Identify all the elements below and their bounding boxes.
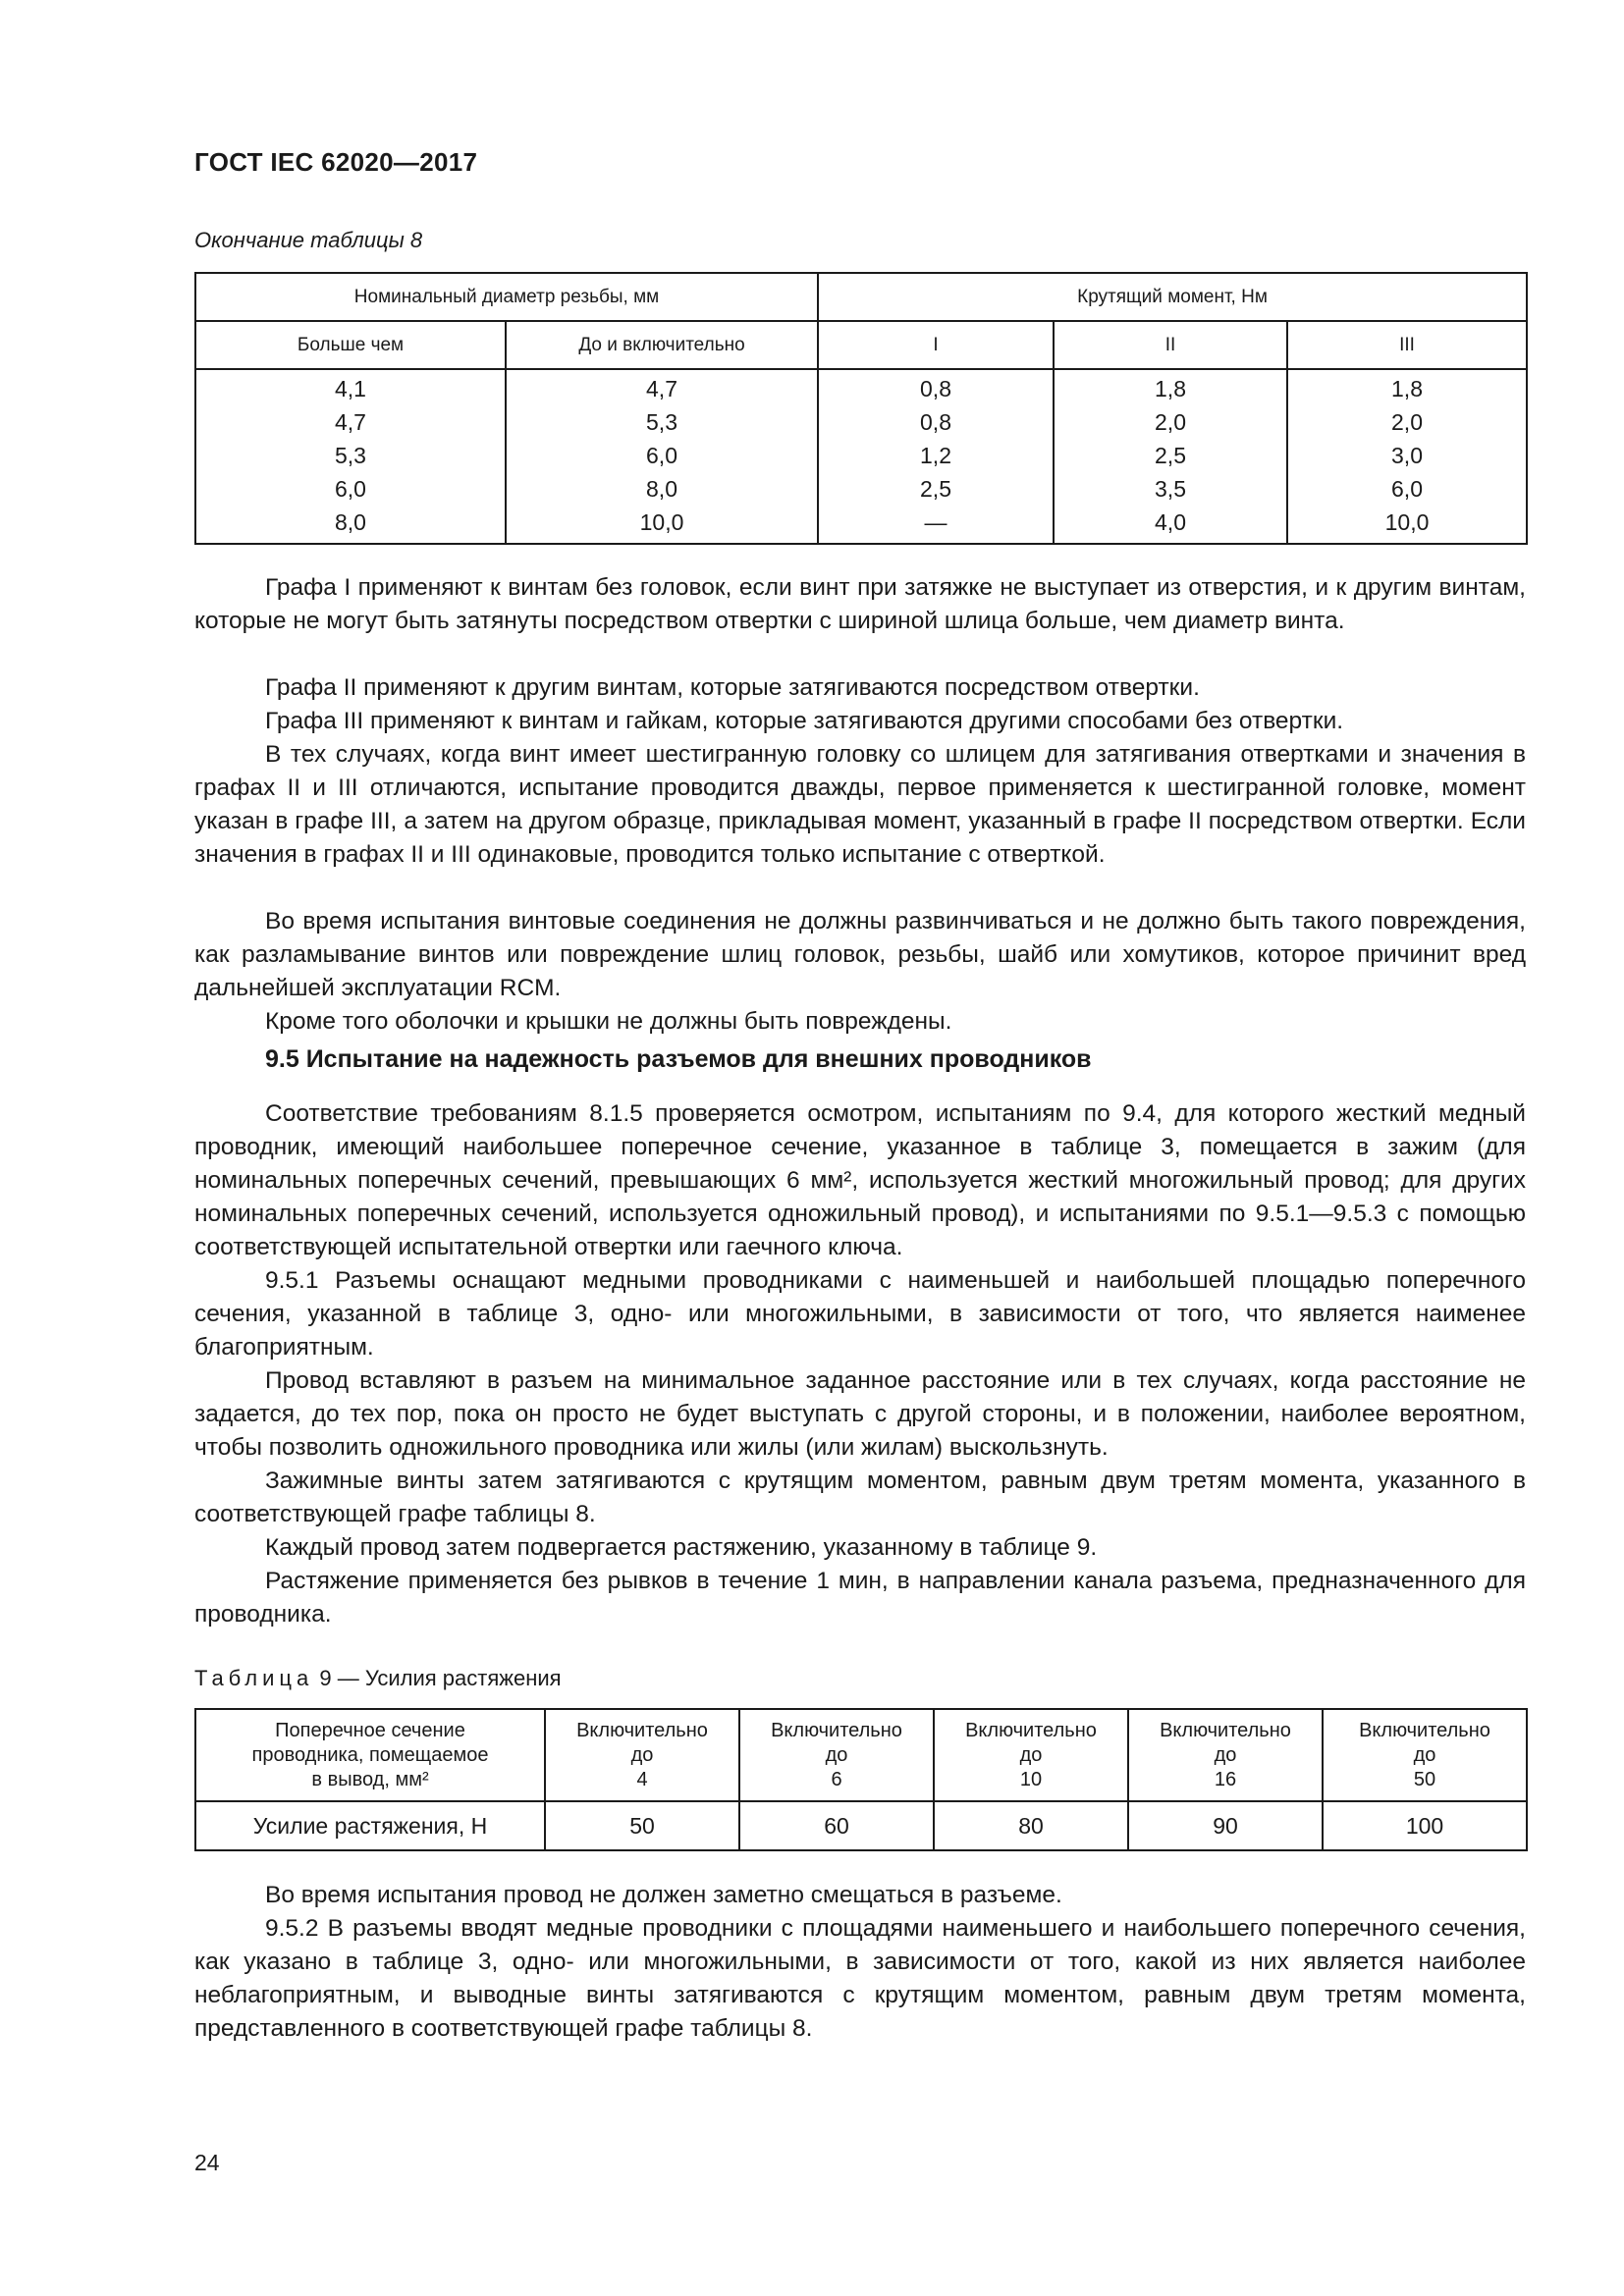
table-cell: 0,8 xyxy=(920,376,951,401)
paragraph-enclosures: Кроме того оболочки и крышки не должны быть повреждены. xyxy=(265,1008,952,1035)
table-cell: 5,3 xyxy=(335,443,366,468)
table-cell: 4,0 xyxy=(1155,509,1186,535)
table8-caption: Окончание таблицы 8 xyxy=(194,228,423,252)
table-cell: 0,8 xyxy=(920,409,951,435)
header-line: до xyxy=(1413,1743,1436,1766)
paragraph-each-wire: Каждый провод затем подвергается растяжению, указанному в таблице 9. xyxy=(265,1534,1098,1561)
table9-header-label xyxy=(195,1709,545,1801)
header-line: в вывод, мм² xyxy=(311,1768,429,1790)
paragraph-compliance: Соответствие требованиям 8.1.5 проверяется осмотром, испытаниям по 9.4, для которого жесткий медный проводник, имеющий наибольшее поперечное сечение, указанное в таблице 3, помещается в зажим (для номинальных поперечных сечений, превышающих 6 мм², используется жесткий многожильный провод; для других номинальных поперечных сечений, используется одножильный провод), и испытаниями по 9.5.1—9.5.3 с помощью соответствующей испытательной отвертки или гаечного ключа. xyxy=(194,1100,1526,1260)
table8-col-i: I xyxy=(818,321,1054,369)
table-cell: 10,0 xyxy=(639,509,684,535)
table9-row-label: Усилие растяжения, Н xyxy=(195,1801,545,1850)
section-9-5-heading: 9.5 Испытание на надежность разъемов для внешних проводников xyxy=(265,1045,1092,1073)
table-cell: 80 xyxy=(934,1801,1128,1850)
paragraph-column-ii: Графа II применяют к другим винтам, которые затягиваются посредством отвертки. xyxy=(265,674,1200,701)
table-cell: 2,5 xyxy=(1155,443,1186,468)
paragraph-column-i: Графа I применяют к винтам без головок, если винт при затяжке не выступает из отверстия, и к другим винтам, которые не могут быть затянуты посредством отвертки с шириной шлица больше, чем диаметр винта. xyxy=(194,574,1526,634)
table-cell: 5,3 xyxy=(646,409,677,435)
header-line: Поперечное сечение xyxy=(275,1719,465,1741)
table8-col-ii: II xyxy=(1054,321,1287,369)
header-line: проводника, помещаемое xyxy=(251,1743,489,1766)
table9-header-section xyxy=(934,1709,1128,1801)
table-cell: 10,0 xyxy=(1384,509,1430,535)
paragraph-no-loosening: Во время испытания винтовые соединения не должны развинчиваться и не должно быть такого повреждения, как разламывание винтов или повреждение шлиц головок, резьбы, шайб или хомутиков, которое причинит вред дальнейшей эксплуатации RCM. xyxy=(194,908,1526,1001)
table8-header-torque: Крутящий момент, Нм xyxy=(818,273,1527,321)
table-cell: 1,2 xyxy=(920,443,951,468)
table-8 xyxy=(194,272,1528,545)
table9-caption-title: 9 — Усилия растяжения xyxy=(313,1666,562,1690)
header-line: Включительно xyxy=(576,1719,708,1741)
header-line: до xyxy=(1019,1743,1043,1766)
table-cell: 6,0 xyxy=(1391,476,1423,502)
table-cell: 50 xyxy=(545,1801,739,1850)
table-cell: 90 xyxy=(1128,1801,1323,1850)
header-value: 16 xyxy=(1214,1768,1237,1790)
paragraph-no-displacement: Во время испытания провод не должен заметно смещаться в разъеме. xyxy=(265,1882,1062,1908)
table-cell: 3,0 xyxy=(1391,443,1423,468)
paragraph-9-5-2: 9.5.2 В разъемы вводят медные проводники с площадями наименьшего и наибольшего поперечного сечения, как указано в таблице 3, одно- или многожильными, в зависимости от того, какой из них является наиболее неблагоприятным, и выводные винты затягиваются с крутящим моментом, равным двум третям момента, представленного в соответствующей графе таблицы 8. xyxy=(194,1915,1526,2042)
table-cell: 6,0 xyxy=(335,476,366,502)
table9-header-section xyxy=(1323,1709,1527,1801)
table-cell: 8,0 xyxy=(335,509,366,535)
table9-caption xyxy=(194,1666,562,1691)
table-cell: 2,0 xyxy=(1391,409,1423,435)
paragraph-hex-head: В тех случаях, когда винт имеет шестигранную головку со шлицем для затягивания отвертками и значения в графах II и III отличаются, испытание проводится дважды, первое применяется к шестигранной головке, момент указан в графе III, а затем на другом образце, прикладывая момент, указанный в графе II посредством отвертки. Если значения в графах II и III одинаковые, проводится только испытание с отверткой. xyxy=(194,741,1526,868)
table8-col-up-to: До и включительно xyxy=(506,321,818,369)
table-cell: 4,1 xyxy=(335,376,366,401)
header-line: Включительно xyxy=(1359,1719,1490,1741)
paragraph-tension: Растяжение применяется без рывков в течение 1 мин, в направлении канала разъема, предназначенного для проводника. xyxy=(194,1568,1526,1628)
header-line: Включительно xyxy=(1160,1719,1291,1741)
table8-header-diameter: Номинальный диаметр резьбы, мм xyxy=(195,273,818,321)
table8-column-values xyxy=(195,369,506,544)
table-cell: — xyxy=(924,509,947,535)
table8-column-values xyxy=(1287,369,1527,544)
table-cell: 100 xyxy=(1323,1801,1527,1850)
table8-column-values xyxy=(1054,369,1287,544)
table8-column-values xyxy=(818,369,1054,544)
table-cell: 60 xyxy=(739,1801,934,1850)
header-line: до xyxy=(630,1743,654,1766)
table9-header-section xyxy=(545,1709,739,1801)
table-cell: 4,7 xyxy=(646,376,677,401)
table8-col-iii: III xyxy=(1287,321,1527,369)
paragraph-clamping-screws: Зажимные винты затем затягиваются с крутящим моментом, равным двум третям момента, указанного в соответствующей графе таблицы 8. xyxy=(194,1468,1526,1527)
table9-header-section xyxy=(1128,1709,1323,1801)
paragraph-9-5-1: 9.5.1 Разъемы оснащают медными проводниками с наименьшей и наибольшей площадью поперечного сечения, указанной в таблице 3, одно- или многожильными, в зависимости от того, что является наименее благоприятным. xyxy=(194,1267,1526,1361)
header-line: до xyxy=(825,1743,848,1766)
table-cell: 4,7 xyxy=(335,409,366,435)
table-cell: 6,0 xyxy=(646,443,677,468)
table-cell: 2,0 xyxy=(1155,409,1186,435)
header-value: 4 xyxy=(636,1768,648,1790)
header-value: 50 xyxy=(1413,1768,1436,1790)
page-number: 24 xyxy=(194,2150,220,2175)
document-header: ГОСТ IEC 62020—2017 xyxy=(194,147,478,177)
header-line: Включительно xyxy=(771,1719,902,1741)
table-cell: 8,0 xyxy=(646,476,677,502)
table-row xyxy=(195,1801,1527,1850)
header-value: 6 xyxy=(831,1768,842,1790)
table8-data-body xyxy=(195,369,1527,544)
header-line: до xyxy=(1214,1743,1237,1766)
paragraph-insert-wire: Провод вставляют в разъем на минимальное заданное расстояние или в тех случаях, когда расстояние не задается, до тех пор, пока он просто не будет выступать с другой стороны, и в положении, наиболее вероятном, чтобы позволить одножильного проводника или жилы (или жилам) выскользнуть. xyxy=(194,1367,1526,1461)
header-line: Включительно xyxy=(965,1719,1097,1741)
table-9 xyxy=(194,1708,1528,1851)
table-cell: 1,8 xyxy=(1391,376,1423,401)
table8-column-values xyxy=(506,369,818,544)
header-value: 10 xyxy=(1019,1768,1043,1790)
paragraph-column-iii: Графа III применяют к винтам и гайкам, которые затягиваются другими способами без отвертки. xyxy=(265,708,1344,734)
table-cell: 1,8 xyxy=(1155,376,1186,401)
table-cell: 2,5 xyxy=(920,476,951,502)
table9-caption-label: Таблица xyxy=(194,1666,314,1690)
table-cell: 3,5 xyxy=(1155,476,1186,502)
table8-col-greater-than: Больше чем xyxy=(195,321,506,369)
table9-header-section xyxy=(739,1709,934,1801)
